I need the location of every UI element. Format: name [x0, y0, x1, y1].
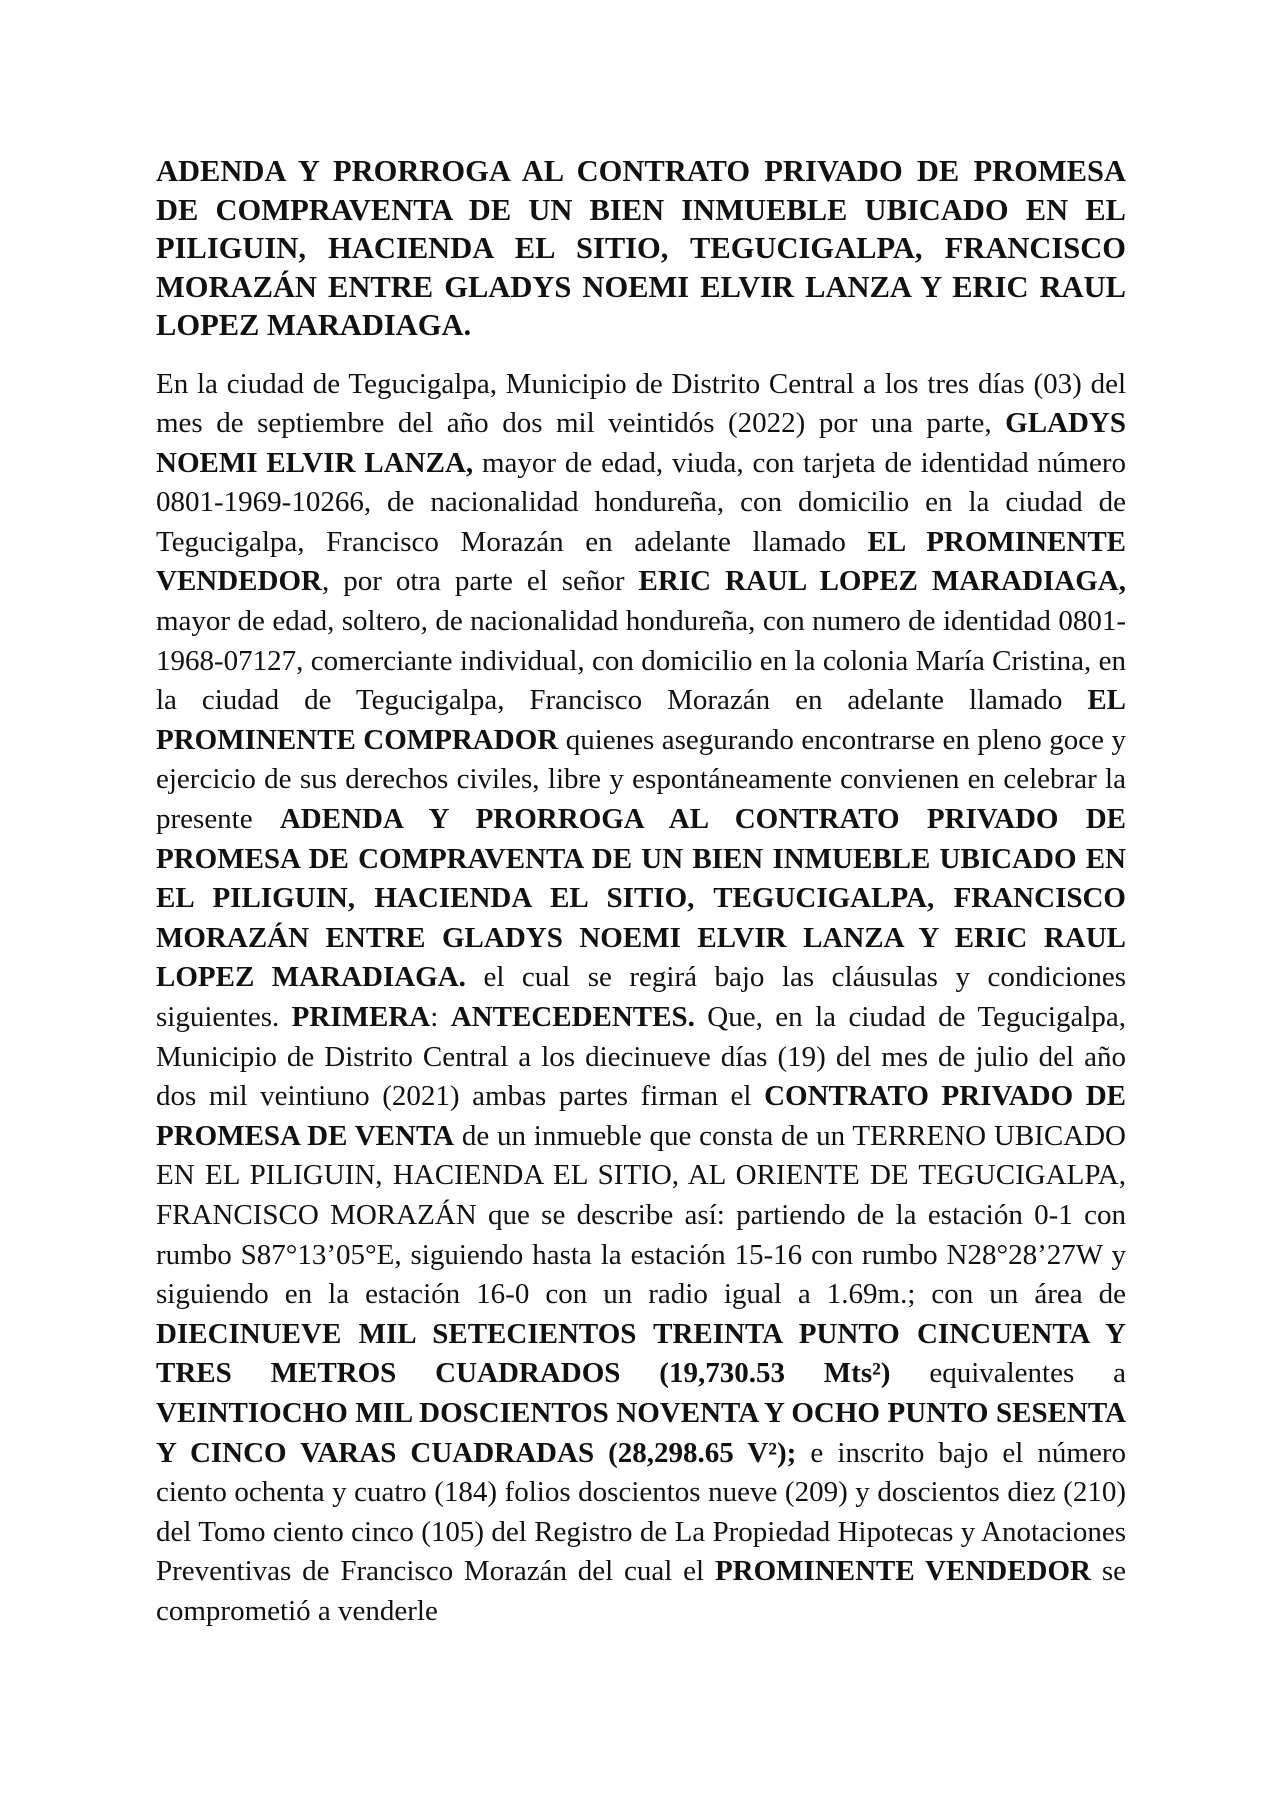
area-square-meters: DIECINUEVE MIL SETECIENTOS TREINTA PUNTO CINCUENTA Y TRES METROS CUADRADOS (19,730.53 Mts²) [156, 1317, 1126, 1390]
document-page [156, 152, 1126, 1632]
party-seller-name: GLADYS NOEMI ELVIR LANZA, [156, 407, 1126, 479]
seller-role-reference: PROMINENTE VENDEDOR [714, 1555, 1092, 1588]
document-body [156, 365, 1126, 1632]
body-segment: mayor de edad, viuda, con tarjeta de identidad número 0801-1969-10266, de nacionalidad hondureña, con domicilio en la ciudad de Tegucigalpa, Francisco Morazán en adelante llamado [156, 446, 1126, 558]
body-segment: e inscrito bajo el número ciento ochenta y cuatro (184) folios doscientos nueve (209) y doscientos diez (210) del Tomo ciento cinco (105) del Registro de La Propiedad Hipotecas y Anotaciones Preventivas de Francisco Morazán del cual el [156, 1436, 1126, 1588]
body-segment: quienes asegurando encontrarse en pleno goce y ejercicio de sus derechos civiles, libre y espontáneamente convienen en celebrar la presente [156, 723, 1126, 836]
body-segment: equivalentes a [890, 1357, 1126, 1390]
body-segment: se comprometió a venderle [156, 1555, 1127, 1627]
clause-number: PRIMERA [291, 1001, 431, 1033]
document-title: ADENDA Y PRORROGA AL CONTRATO PRIVADO DE PROMESA DE COMPRAVENTA DE UN BIEN INMUEBLE UBICADO EN EL PILIGUIN, HACIENDA EL SITIO, TEGUCIGALPA, FRANCISCO MORAZÁN ENTRE GLADYS NOEMI ELVIR LANZA Y ERIC RAUL LOPEZ MARADIAGA. [156, 154, 1126, 342]
buyer-role: EL PROMINENTE COMPRADOR [156, 684, 1126, 756]
body-segment: , por otra parte el señor [321, 565, 639, 598]
contract-name: ADENDA Y PRORROGA AL CONTRATO PRIVADO DE PROMESA DE COMPRAVENTA DE UN BIEN INMUEBLE UBICADO EN EL PILIGUIN, HACIENDA EL SITIO, TEGUCIGALPA, FRANCISCO MORAZÁN ENTRE GLADYS NOEMI ELVIR LANZA Y ERIC RAUL LOPEZ MARADIAGA. [156, 803, 1126, 994]
body-segment: En la ciudad de Tegucigalpa, Municipio de Distrito Central a los tres días (03) del mes de septiembre del año dos mil veintidós (2022) por una parte, [156, 367, 1126, 440]
party-buyer-name: ERIC RAUL LOPEZ MARADIAGA, [638, 565, 1126, 598]
seller-role: EL PROMINENTE VENDEDOR [156, 525, 1126, 598]
area-square-varas: VEINTIOCHO MIL DOSCIENTOS NOVENTA Y OCHO PUNTO SESENTA Y CINCO VARAS CUADRADAS (28,298.65 V²); [156, 1396, 1126, 1469]
original-contract-name: CONTRATO PRIVADO DE PROMESA DE VENTA [156, 1080, 1127, 1152]
body-segment: : [430, 1001, 451, 1033]
body-segment: Que, en la ciudad de Tegucigalpa, Municipio de Distrito Central a los diecinueve días (19) del mes de julio del año dos mil veintiuno (2021) ambas partes firman el [156, 1001, 1126, 1113]
clause-heading: ANTECEDENTES. [450, 1001, 695, 1033]
body-segment: mayor de edad, soltero, de nacionalidad hondureña, con numero de identidad 0801-1968-07127, comerciante individual, con domicilio en la colonia María Cristina, en la ciudad de Tegucigalpa, Francisco Morazán en adelante llamado [156, 605, 1126, 717]
body-segment: de un inmueble que consta de un TERRENO UBICADO EN EL PILIGUIN, HACIENDA EL SITIO, AL ORIENTE DE TEGUCIGALPA, FRANCISCO MORAZÁN que se describe así: partiendo de la estación 0-1 con rumbo S87°13’05°E, siguiendo hasta la estación 15-16 con rumbo N28°28’27W y siguiendo en la estación 16-0 con un radio igual a 1.69m.; con un área de [156, 1119, 1126, 1311]
body-segment: el cual se regirá bajo las cláusulas y condiciones siguientes. [156, 961, 1126, 1033]
